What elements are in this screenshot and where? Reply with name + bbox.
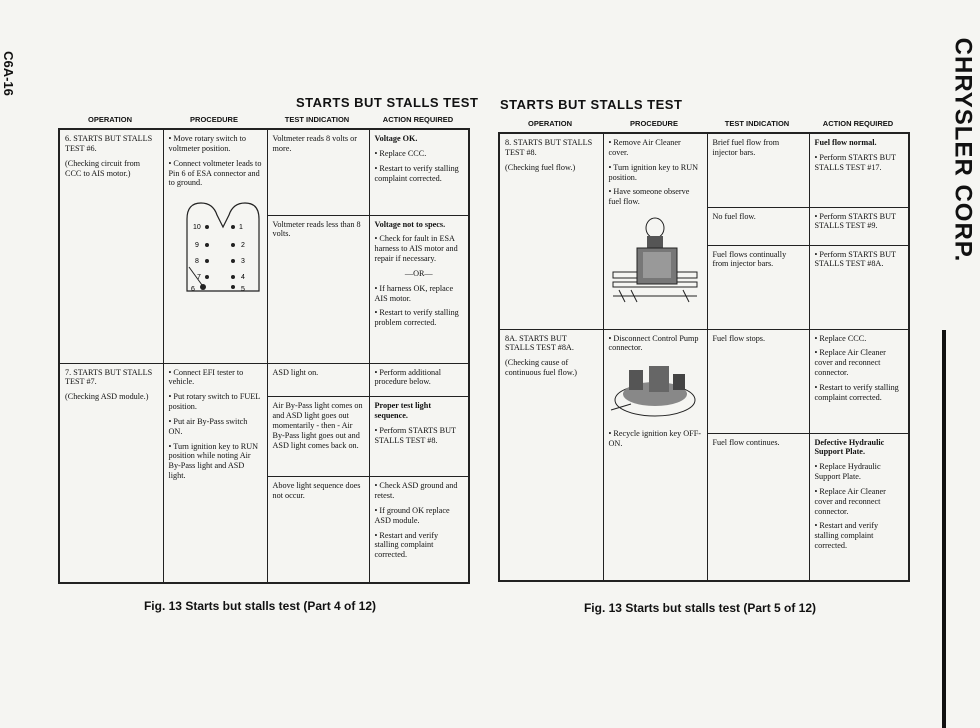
- left-row1-op-desc: (Checking circuit from CCC to AIS motor.): [65, 158, 141, 178]
- right-row1-test1: [707, 133, 809, 207]
- page-code: [0, 30, 48, 120]
- pin-label: 4: [240, 274, 245, 282]
- action-step: • Perform STARTS BUT STALLS TEST #17.: [815, 153, 904, 173]
- right-test-table: [498, 132, 910, 582]
- action-step: • If ground OK replace ASD module.: [375, 506, 464, 526]
- action-step: • Perform STARTS BUT STALLS TEST #9.: [815, 212, 904, 232]
- control-pump-illustration: [609, 362, 701, 422]
- left-header-action-required: ACTION REQUIRED: [382, 115, 454, 124]
- right-row2-procedure: [603, 329, 707, 581]
- action-step: • Restart to verify stalling complaint corrected.: [375, 164, 464, 184]
- pin-label: 1: [238, 224, 243, 232]
- procedure-step: • Turn ignition key to RUN position while noting Air By-Pass light and ASD light.: [169, 442, 262, 481]
- left-header-test-indication: TEST INDICATION: [284, 115, 350, 124]
- left-row1-procedure: [163, 129, 267, 363]
- test-indication-text: Brief fuel flow from injector bars.: [712, 138, 780, 157]
- or-separator: —OR—: [404, 268, 433, 278]
- left-row2-action3: [369, 477, 469, 583]
- test-indication-text: Voltmeter reads 8 volts or more.: [272, 134, 357, 153]
- action-step: • Replace Air Cleaner cover and reconnect connector.: [815, 487, 904, 517]
- action-step: • Replace Air Cleaner cover and reconnect connector.: [815, 348, 904, 378]
- pin-label: 5: [240, 286, 245, 294]
- action-step: • Restart and verify stalling complaint corrected.: [815, 521, 904, 551]
- procedure-step: • Disconnect Control Pump connector.: [609, 334, 702, 354]
- right-row1-op-desc: (Checking fuel flow.): [505, 162, 576, 172]
- pin-label: 8: [194, 258, 199, 266]
- action-step: • Perform STARTS BUT STALLS TEST #8A.: [815, 250, 904, 270]
- action-step: • Restart and verify stalling complaint corrected.: [375, 531, 464, 561]
- test-indication-text: Air By-Pass light comes on and ASD light goes out momentarily - then - Air By-Pass light goes out and ASD light comes back on.: [272, 401, 363, 450]
- action-step: • Perform additional procedure below.: [375, 368, 464, 388]
- right-row2-test2: [707, 433, 809, 581]
- page-code-text: C6A-16: [0, 51, 16, 96]
- right-row2-action2: [809, 433, 909, 581]
- fuel-injector-illustration: [609, 216, 701, 308]
- left-row1-operation: [59, 129, 163, 363]
- test-indication-text: ASD light on.: [272, 367, 319, 377]
- right-row2-action1: [809, 329, 909, 433]
- brand-name: CHRYSLER CORP.: [949, 37, 977, 263]
- right-row1-action2: [809, 207, 909, 245]
- test-indication-text: No fuel flow.: [712, 211, 756, 221]
- left-row2-action1: [369, 363, 469, 397]
- action-step: • Replace CCC.: [815, 334, 904, 344]
- right-header-test-indication: TEST INDICATION: [724, 119, 790, 128]
- action-heading: Defective Hydraulic Support Plate.: [814, 437, 885, 457]
- right-row1-test2: [707, 207, 809, 245]
- left-header-procedure: PROCEDURE: [190, 115, 238, 124]
- right-figure-caption: Fig. 13 Starts but stalls test (Part 5 of 12): [583, 601, 817, 615]
- action-step: • If harness OK, replace AIS motor.: [375, 284, 464, 304]
- pin-label: 7: [196, 274, 201, 282]
- right-row2-operation: [499, 329, 603, 581]
- right-header-operation: OPERATION: [527, 119, 573, 128]
- procedure-step: • Recycle ignition key OFF-ON.: [609, 429, 702, 449]
- pin-label: 3: [240, 258, 245, 266]
- right-header-action-required: ACTION REQUIRED: [822, 119, 894, 128]
- procedure-step: • Connect EFI tester to vehicle.: [169, 368, 262, 388]
- left-row2-test2: [267, 397, 369, 477]
- test-indication-text: Above light sequence does not occur.: [272, 481, 361, 501]
- action-step: • Restart to verify stalling complaint corrected.: [815, 383, 904, 403]
- left-row2-procedure: [163, 363, 267, 583]
- left-row1-op-name: 6. STARTS BUT STALLS TEST #6.: [65, 134, 153, 153]
- right-row2-op-name: 8A. STARTS BUT STALLS TEST #8A.: [505, 333, 574, 353]
- pin-label: 10: [192, 224, 201, 232]
- action-step: • Check ASD ground and retest.: [375, 481, 464, 501]
- esa-connector-diagram: [183, 199, 263, 295]
- left-row2-op-desc: (Checking ASD module.): [65, 392, 149, 402]
- action-heading: Fuel flow normal.: [814, 138, 877, 147]
- procedure-step: • Move rotary switch to voltmeter position.: [169, 134, 262, 154]
- procedure-step: • Put rotary switch to FUEL position.: [169, 392, 262, 412]
- action-heading: Voltage OK.: [374, 134, 418, 143]
- procedure-step: • Put air By-Pass switch ON.: [169, 417, 262, 437]
- left-row1-test1: [267, 129, 369, 215]
- action-step: • Check for fault in ESA harness to AIS motor and repair if necessary.: [375, 234, 464, 264]
- test-indication-text: Fuel flow stops.: [712, 333, 766, 343]
- left-row2-test3: [267, 477, 369, 583]
- pin-label: 9: [194, 242, 199, 250]
- procedure-step: • Have someone observe fuel flow.: [609, 187, 702, 207]
- right-row1-op-name: 8. STARTS BUT STALLS TEST #8.: [505, 138, 593, 157]
- left-row2-test1: [267, 363, 369, 397]
- right-row1-operation: [499, 133, 603, 329]
- left-header-operation: OPERATION: [87, 115, 133, 124]
- action-heading: Voltage not to specs.: [374, 219, 446, 229]
- brand-tab: [924, 37, 977, 700]
- action-step: • Restart to verify stalling problem corrected.: [375, 308, 464, 328]
- right-header-procedure: PROCEDURE: [630, 119, 678, 128]
- right-row1-procedure: [603, 133, 707, 329]
- left-row1-action2: [369, 215, 469, 363]
- left-row2-action2: [369, 397, 469, 477]
- right-row1-action1: [809, 133, 909, 207]
- pin-label: 6: [190, 286, 195, 294]
- left-test-table: [58, 128, 470, 584]
- action-step: • Replace CCC.: [375, 149, 464, 159]
- test-indication-text: Fuel flow continues.: [712, 437, 780, 447]
- left-row1-action1: [369, 129, 469, 215]
- test-indication-text: Voltmeter reads less than 8 volts.: [272, 219, 361, 239]
- left-figure-caption: Fig. 13 Starts but stalls test (Part 4 of 12): [143, 599, 377, 613]
- procedure-step: • Connect voltmeter leads to Pin 6 of ESA connector and to ground.: [169, 159, 262, 189]
- test-indication-text: Fuel flows continually from injector bars.: [712, 249, 787, 269]
- procedure-step: • Turn ignition key to RUN position.: [609, 163, 702, 183]
- right-title: STARTS BUT STALLS TEST: [500, 97, 683, 112]
- action-step: • Perform STARTS BUT STALLS TEST #8.: [375, 426, 464, 446]
- procedure-step: • Remove Air Cleaner cover.: [609, 138, 702, 158]
- left-row1-test2: [267, 215, 369, 363]
- right-row2-test1: [707, 329, 809, 433]
- action-heading: Proper test light sequence.: [374, 401, 432, 421]
- pin-label: 2: [240, 242, 245, 250]
- left-row2-operation: [59, 363, 163, 583]
- left-title: STARTS BUT STALLS TEST: [296, 95, 479, 110]
- brand-bar: [942, 330, 946, 728]
- action-step: • Replace Hydraulic Support Plate.: [815, 462, 904, 482]
- right-row1-action3: [809, 245, 909, 329]
- left-row2-op-name: 7. STARTS BUT STALLS TEST #7.: [65, 367, 153, 387]
- right-row1-test3: [707, 245, 809, 329]
- right-row2-op-desc: (Checking cause of continuous fuel flow.): [505, 358, 578, 378]
